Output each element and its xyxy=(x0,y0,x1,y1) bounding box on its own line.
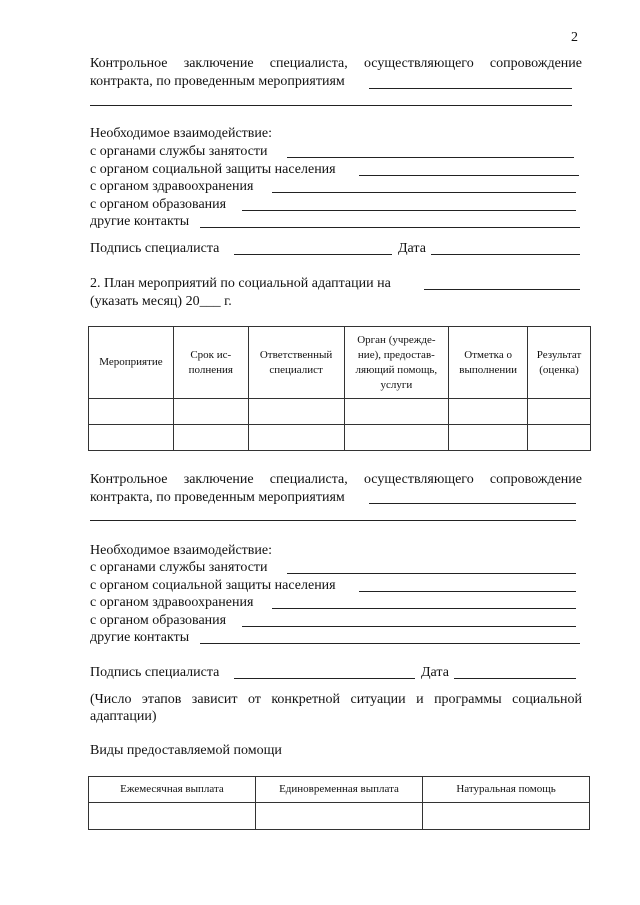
header-cell: Мероприятие xyxy=(89,327,174,399)
header-cell: Ежемесячная выплата xyxy=(89,777,256,803)
aid-table-header-row xyxy=(89,777,590,803)
other-field[interactable] xyxy=(200,227,580,228)
date-label: Дата xyxy=(398,241,426,256)
table-cell[interactable] xyxy=(173,425,248,451)
conclusion-line-1: Контрольное заключение специалиста, осуществляющего сопровождение xyxy=(90,56,582,71)
plan-line-2: (указать месяц) 20___ г. xyxy=(90,294,232,309)
conclusion-field[interactable] xyxy=(369,88,572,89)
plan-table-header-row xyxy=(89,327,591,399)
plan-line-1: 2. План мероприятий по социальной адаптации на xyxy=(90,276,391,291)
conclusion-field-continued[interactable] xyxy=(90,520,576,521)
other-label: другие контакты xyxy=(90,214,190,229)
health-label: с органом здравоохранения xyxy=(90,595,254,610)
education-label: с органом образования xyxy=(90,197,227,212)
table-cell[interactable] xyxy=(89,399,174,425)
signature-label: Подпись специалиста xyxy=(90,241,220,256)
employment-label: с органами службы занятости xyxy=(90,144,268,159)
table-row xyxy=(89,425,591,451)
interaction-heading: Необходимое взаимодействие: xyxy=(90,126,273,141)
signature-label: Подпись специалиста xyxy=(90,665,220,680)
other-field[interactable] xyxy=(200,643,580,644)
signature-field[interactable] xyxy=(234,678,415,679)
table-row xyxy=(89,399,591,425)
table-cell[interactable] xyxy=(528,399,591,425)
health-label: с органом здравоохранения xyxy=(90,179,254,194)
header-cell: Результат (оценка) xyxy=(528,327,591,399)
table-cell[interactable] xyxy=(528,425,591,451)
employment-field[interactable] xyxy=(287,573,576,574)
header-cell: Срок ис- полнения xyxy=(173,327,248,399)
conclusion-line-2: контракта, по проведенным мероприятиям xyxy=(90,74,345,89)
note-line-1: (Число этапов зависит от конкретной ситуации и программы социальной xyxy=(90,692,582,707)
header-cell: Отметка о выполнении xyxy=(449,327,528,399)
health-field[interactable] xyxy=(272,608,576,609)
table-cell[interactable] xyxy=(248,425,344,451)
employment-field[interactable] xyxy=(287,157,574,158)
social-field[interactable] xyxy=(359,591,576,592)
table-row xyxy=(89,803,590,830)
table-cell[interactable] xyxy=(248,399,344,425)
date-field[interactable] xyxy=(431,254,580,255)
aid-table xyxy=(88,776,590,830)
table-cell[interactable] xyxy=(423,803,590,830)
date-label: Дата xyxy=(421,665,449,680)
signature-field[interactable] xyxy=(234,254,392,255)
header-cell: Орган (учрежде- ние), предостав- ляющий помощь, услуги xyxy=(344,327,449,399)
education-label: с органом образования xyxy=(90,613,227,628)
plan-table xyxy=(88,326,591,451)
table-cell[interactable] xyxy=(89,803,256,830)
social-label: с органом социальной защиты населения xyxy=(90,162,336,177)
page-number: 2 xyxy=(571,30,578,45)
header-cell: Единовременная выплата xyxy=(255,777,422,803)
interaction-heading: Необходимое взаимодействие: xyxy=(90,543,273,558)
conclusion-field-continued[interactable] xyxy=(90,105,572,106)
table-cell[interactable] xyxy=(89,425,174,451)
social-field[interactable] xyxy=(359,175,579,176)
conclusion-line-1: Контрольное заключение специалиста, осуществляющего сопровождение xyxy=(90,472,582,487)
date-field[interactable] xyxy=(454,678,576,679)
header-cell: Натуральная помощь xyxy=(423,777,590,803)
table-cell[interactable] xyxy=(344,399,449,425)
table-cell[interactable] xyxy=(449,399,528,425)
employment-label: с органами службы занятости xyxy=(90,560,268,575)
aid-heading: Виды предоставляемой помощи xyxy=(90,743,282,758)
other-label: другие контакты xyxy=(90,630,190,645)
education-field[interactable] xyxy=(242,210,576,211)
social-label: с органом социальной защиты населения xyxy=(90,578,336,593)
table-cell[interactable] xyxy=(255,803,422,830)
note-line-2: адаптации) xyxy=(90,709,157,724)
conclusion-field[interactable] xyxy=(369,503,576,504)
education-field[interactable] xyxy=(242,626,576,627)
table-cell[interactable] xyxy=(344,425,449,451)
header-cell: Ответственный специалист xyxy=(248,327,344,399)
conclusion-line-2: контракта, по проведенным мероприятиям xyxy=(90,490,345,505)
plan-month-field[interactable] xyxy=(424,289,580,290)
table-cell[interactable] xyxy=(173,399,248,425)
table-cell[interactable] xyxy=(449,425,528,451)
health-field[interactable] xyxy=(272,192,576,193)
